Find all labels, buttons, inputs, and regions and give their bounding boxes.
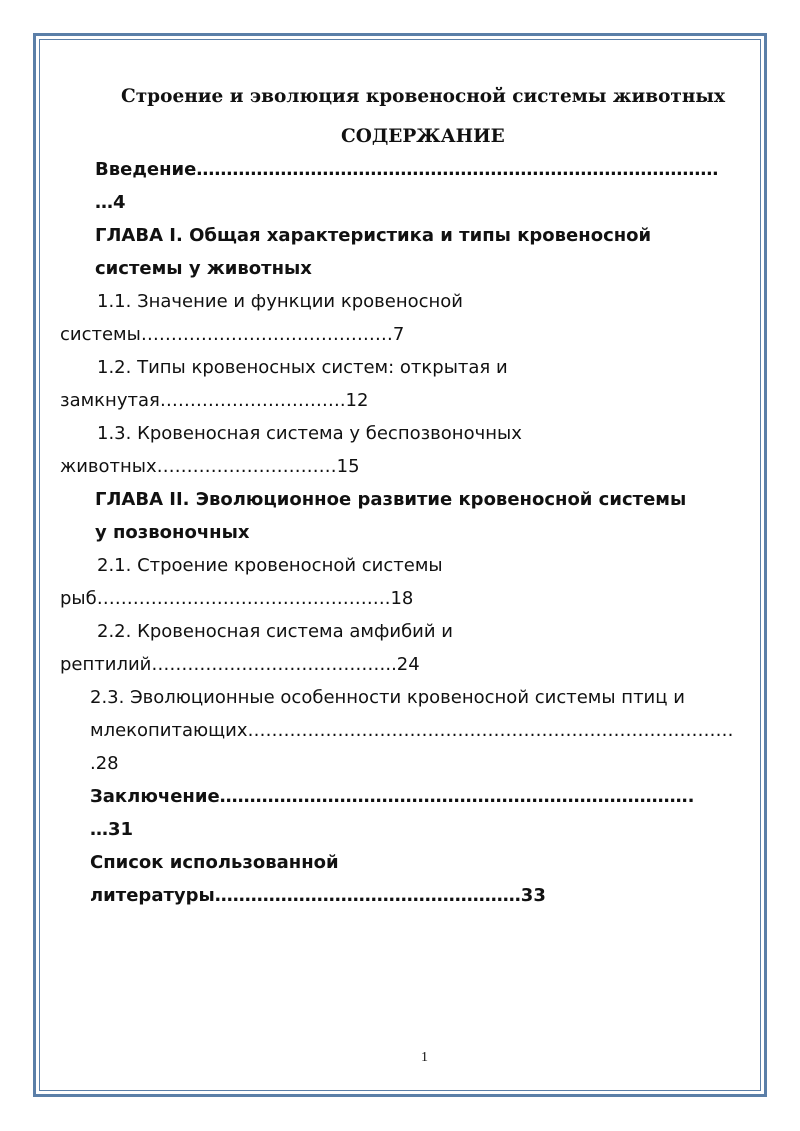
toc-heading: СОДЕРЖАНИЕ bbox=[341, 126, 505, 147]
toc-section-2-2-line1: 2.2. Кровеносная система амфибий и bbox=[97, 621, 453, 642]
page-number: 1 bbox=[421, 1050, 428, 1065]
toc-intro-line1: Введение…………………………………………………………………………… bbox=[95, 159, 719, 180]
toc-chapter1-line2: системы у животных bbox=[95, 258, 312, 279]
toc-section-1-3-line2: животных…………………………15 bbox=[60, 456, 360, 477]
toc-references-line2: литературы……………………………………………33 bbox=[90, 885, 546, 906]
toc-section-2-3-line2: млекопитающих……………………………………………………………………… bbox=[90, 720, 734, 741]
toc-section-2-1-line1: 2.1. Строение кровеносной системы bbox=[97, 555, 443, 576]
toc-conclusion-line1: Заключение……………………………………………………………………. bbox=[90, 786, 695, 807]
toc-section-2-2-line2: рептилий…………………………………..24 bbox=[60, 654, 420, 675]
toc-section-1-1-line2: системы……………………………………7 bbox=[60, 324, 405, 345]
toc-conclusion-line2: …31 bbox=[90, 819, 134, 840]
toc-section-2-1-line2: рыб………………………………………….18 bbox=[60, 588, 414, 609]
toc-section-1-2-line2: замкнутая………………………….12 bbox=[60, 390, 369, 411]
toc-references-line1: Список использованной bbox=[90, 852, 339, 873]
toc-section-2-3-line3: .28 bbox=[90, 753, 119, 774]
toc-intro-line2: …4 bbox=[95, 192, 126, 213]
toc-section-1-3-line1: 1.3. Кровеносная система у беспозвоночных bbox=[97, 423, 522, 444]
document-title: Строение и эволюция кровеносной системы животных bbox=[121, 86, 725, 107]
toc-section-1-2-line1: 1.2. Типы кровеносных систем: открытая и bbox=[97, 357, 508, 378]
toc-section-2-3-line1: 2.3. Эволюционные особенности кровеносной системы птиц и bbox=[90, 687, 685, 708]
toc-chapter2-line1: ГЛАВА II. Эволюционное развитие кровеносной системы bbox=[95, 489, 687, 510]
toc-chapter2-line2: у позвоночных bbox=[95, 522, 250, 543]
toc-section-1-1-line1: 1.1. Значение и функции кровеносной bbox=[97, 291, 464, 312]
toc-chapter1-line1: ГЛАВА I. Общая характеристика и типы кровеносной bbox=[95, 225, 652, 246]
